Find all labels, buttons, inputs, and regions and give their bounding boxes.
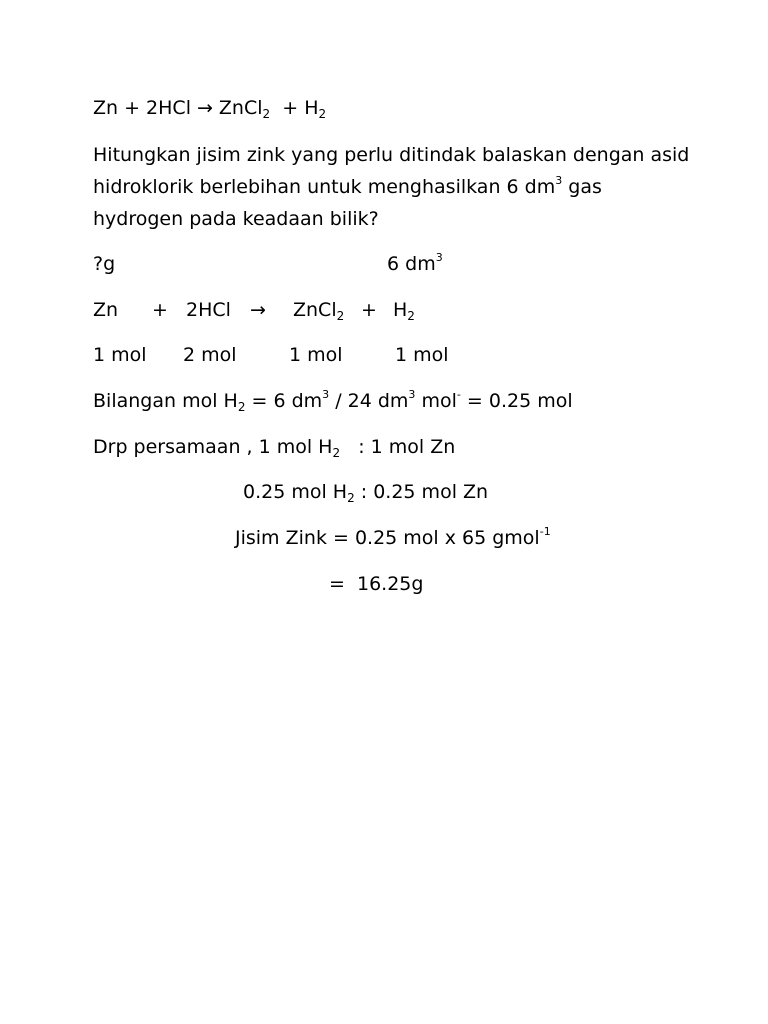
given-volume — [387, 253, 443, 275]
bilangan-text-5: = 0.25 mol — [460, 390, 573, 412]
superscript: 3 — [322, 388, 330, 401]
eq2-arrow-icon: → — [250, 299, 266, 321]
equation-product-h: + H — [282, 97, 319, 119]
subscript: 2 — [347, 491, 355, 505]
mole-h2: 1 mol — [395, 344, 449, 366]
eq2-zn: Zn — [93, 299, 119, 321]
eq2-plus-1: + — [152, 299, 168, 321]
question-paragraph — [93, 139, 693, 235]
question-line-2-text: hidroklorik berlebihan untuk menghasilkan 6 dm — [93, 176, 556, 198]
bilangan-mol-line — [93, 390, 573, 412]
question-line-2-end: gas — [562, 176, 602, 198]
question-line-2 — [93, 171, 693, 203]
subscript: 2 — [332, 446, 341, 460]
ratio-text-1: 0.25 mol H — [243, 481, 348, 503]
eq2-h — [393, 299, 415, 321]
subscript: 2 — [237, 400, 246, 414]
reaction-equation — [93, 97, 326, 119]
given-volume-text: 6 dm — [387, 253, 436, 275]
eq2-zncl-text: ZnCl — [293, 299, 337, 321]
superscript: 3 — [435, 251, 443, 264]
superscript: -1 — [539, 525, 551, 538]
bilangan-text-4: mol — [415, 390, 457, 412]
eq2-plus-2: + — [361, 299, 377, 321]
eq2-h-text: H — [393, 299, 408, 321]
superscript: - — [456, 388, 461, 401]
subscript: 2 — [336, 309, 345, 323]
ratio-line — [243, 481, 488, 503]
question-line-1: Hitungkan jisim zink yang perlu ditindak balaskan dengan asid — [93, 144, 690, 166]
question-line-3: hydrogen pada keadaan bilik? — [93, 208, 379, 230]
bilangan-text-1: Bilangan mol H — [93, 390, 238, 412]
jisim-zink-line — [235, 527, 551, 549]
mole-hcl: 2 mol — [183, 344, 237, 366]
bilangan-text-2: = 6 dm — [245, 390, 323, 412]
eq2-zncl — [293, 299, 344, 321]
drp-text-2: : 1 mol Zn — [340, 436, 456, 458]
equation-product-zncl: ZnCl — [218, 97, 263, 119]
given-mass: ?g — [93, 253, 116, 275]
eq2-hcl: 2HCl — [186, 299, 231, 321]
subscript: 2 — [262, 107, 271, 121]
equation-reactants: Zn + 2HCl — [93, 97, 191, 119]
superscript: 3 — [555, 174, 563, 187]
mole-zn: 1 mol — [93, 344, 147, 366]
mole-zncl2: 1 mol — [289, 344, 343, 366]
ratio-text-2: : 0.25 mol Zn — [354, 481, 489, 503]
subscript: 2 — [407, 309, 415, 323]
drp-persamaan-line — [93, 436, 455, 458]
final-result: = 16.25g — [329, 573, 424, 595]
jisim-text: Jisim Zink = 0.25 mol x 65 gmol — [235, 527, 540, 549]
subscript: 2 — [318, 107, 327, 121]
superscript: 3 — [408, 388, 416, 401]
arrow-icon: → — [196, 97, 213, 119]
drp-text-1: Drp persamaan , 1 mol H — [93, 436, 333, 458]
bilangan-text-3: / 24 dm — [329, 390, 409, 412]
